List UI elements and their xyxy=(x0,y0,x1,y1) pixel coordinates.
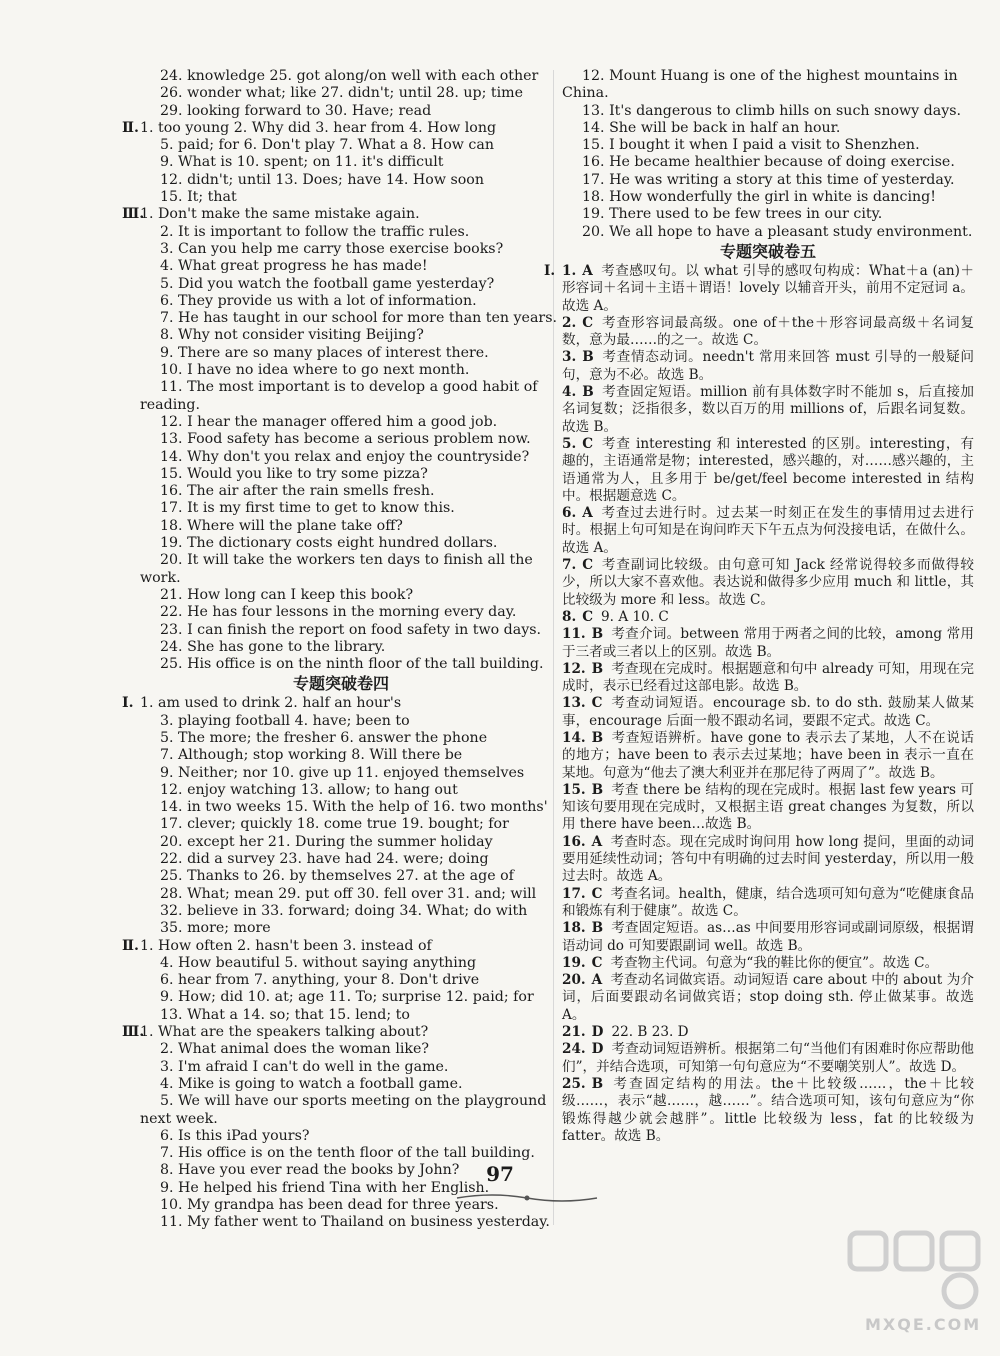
answer-line: 7. His office is on the tenth floor of the tall building. xyxy=(160,1145,535,1162)
answer-line: 13. Food safety has become a serious problem now. xyxy=(160,431,531,448)
answer-line: 10. I have no idea where to go next month. xyxy=(160,362,470,379)
question-number: 14. xyxy=(562,729,586,746)
answer-line: 11. The most important is to develop a good habit of xyxy=(160,379,538,396)
answer-line: 11. My father went to Thailand on business yesterday. xyxy=(160,1214,550,1231)
section-roman-numeral: Ⅱ. xyxy=(122,937,139,954)
explanation-text: 考查动名词做宾语。动词短语 care about 中的 about 为介词，后面要跟动名词做宾语；stop doing sth. 停止做某事。故选 A。 xyxy=(562,972,974,1023)
answer-choice: C xyxy=(582,557,594,574)
answer-line: 15. It; that xyxy=(160,189,237,206)
explanation-item xyxy=(562,626,974,661)
answer-line: 20. except her 21. During the summer holiday xyxy=(160,833,493,850)
question-number: 4. xyxy=(562,384,577,401)
explanation-item xyxy=(562,955,974,972)
explanation-item xyxy=(562,384,974,436)
answer-line: 17. He was writing a story at this time of yesterday. xyxy=(582,171,955,188)
answer-line: 5. Did you watch the football game yesterday? xyxy=(160,275,495,292)
answer-line: 28. What; mean 29. put off 30. fell over 31. and; will xyxy=(160,885,537,902)
explanation-item xyxy=(562,609,974,626)
answer-choice: B xyxy=(582,384,594,401)
answer-line: 17. It is my first time to get to know this. xyxy=(160,500,455,517)
section-4-1-first-line xyxy=(122,695,542,712)
explanation-item xyxy=(562,436,974,505)
answer-line: 16. The air after the rain smells fresh. xyxy=(160,483,435,500)
answer-line: 5. The more; the fresher 6. answer the phone xyxy=(160,729,488,746)
answer-choice: A xyxy=(591,833,603,850)
answer-line: 18. How wonderfully the girl in white is dancing! xyxy=(582,189,936,206)
answer-line: 12. Mount Huang is one of the highest mountains in xyxy=(582,68,958,84)
answer-line: 14. in two weeks 15. With the help of 16. two months' xyxy=(160,799,548,816)
answer-line: 9. Neither; nor 10. give up 11. enjoyed themselves xyxy=(160,764,525,781)
answer-line: China. xyxy=(562,85,609,102)
explanation-text: 考查固定短语。as…as 中间要用形容词或副词原级，根据谓语动词 do 可知要跟副词 well。故选 B。 xyxy=(562,920,974,954)
answer-choice: D xyxy=(591,1041,604,1058)
question-number: 16. xyxy=(562,833,586,850)
question-number: 20. xyxy=(562,972,586,989)
explanation-text: 考查名词。health，健康，结合选项可知句意为“吃健康食品和锻炼有利于健康”。故选 C。 xyxy=(562,885,974,919)
explanation-text: 考查现在完成时。根据题意和句中 already 可知，用现在完成时，表示已经看过这部电影。故选 B。 xyxy=(562,660,974,695)
explanation-item xyxy=(562,505,974,557)
answer-choice: B xyxy=(591,920,604,937)
answer-line: 16. He became healthier because of doing exercise. xyxy=(582,154,955,171)
answer-text: 1. am used to drink 2. half an hour's xyxy=(140,695,402,712)
section-4-2-first-line xyxy=(122,938,542,955)
section-roman-numeral: Ⅲ. xyxy=(122,1024,145,1041)
question-number: 8. xyxy=(562,608,577,625)
answer-line: 6. They provide us with a lot of information. xyxy=(160,292,477,309)
answer-line: 8. Have you ever read the books by John? xyxy=(160,1162,460,1179)
answer-line: 23. I can finish the report on food safety in two days. xyxy=(160,621,541,638)
answer-choice: B xyxy=(582,349,594,366)
answer-choice: A xyxy=(582,262,593,279)
answer-line: 2. It is important to follow the traffic rules. xyxy=(160,223,470,240)
answer-line: 5. paid; for 6. Don't play 7. What a 8. How can xyxy=(160,137,494,154)
answer-choice: C xyxy=(582,435,594,452)
explanation-item xyxy=(562,886,974,921)
answer-line: 9. How; did 10. at; age 11. To; surprise 12. paid; for xyxy=(160,989,534,1006)
question-number: 12. xyxy=(562,660,586,677)
answer-line: 6. hear from 7. anything, your 8. Don't drive xyxy=(160,972,480,989)
question-number: 24. xyxy=(562,1041,586,1058)
question-number: 25. xyxy=(562,1075,586,1092)
question-number: 15. xyxy=(562,781,586,798)
explanation-text: 考查 there be 结构的现在完成时。根据 last few years 可知该句要用现在完成时，又根据主语 great changes 为复数，所以用 there have been…故选 B。 xyxy=(562,781,974,833)
question-number: 13. xyxy=(562,695,586,712)
answer-choice: B xyxy=(591,781,604,798)
answer-line: 22. He has four lessons in the morning every day. xyxy=(160,604,517,621)
answer-line: 4. How beautiful 5. without saying anything xyxy=(160,954,477,971)
question-number: 21. xyxy=(562,1024,586,1041)
explanation-item xyxy=(562,1041,974,1076)
section-roman-numeral: Ⅰ. xyxy=(544,262,556,279)
explanation-text: 考查情态动词。needn't 常用来回答 must 引导的一般疑问句，意为不必。故选 B。 xyxy=(562,349,974,383)
explanation-text: 22. B 23. D xyxy=(611,1024,689,1041)
answer-line: 10. My grandpa has been dead for three years. xyxy=(160,1197,499,1213)
explanation-text: 考查形容词最高级。one of＋the＋形容词最高级＋名词复数，意为最……的之一。故选 C。 xyxy=(562,314,974,349)
answer-line: 7. He has taught in our school for more than ten years. xyxy=(160,310,557,327)
section-2-first-line xyxy=(122,120,542,137)
explanation-item xyxy=(562,1024,974,1041)
answer-line: reading. xyxy=(140,396,200,413)
answer-choice: C xyxy=(591,954,603,971)
section-roman-numeral: Ⅲ. xyxy=(122,206,145,223)
explanation-item xyxy=(562,834,974,886)
explanation-text: 考查时态。现在完成时询问用 how long 提问，里面的动词要用延续性动词；答句中有明确的过去时间 yesterday，所以用一般过去时。故选 A。 xyxy=(562,833,974,885)
explanation-text: 考查物主代词。句意为“我的鞋比你的便宜”。故选 C。 xyxy=(610,954,939,971)
explanation-text: 9. A 10. C xyxy=(601,608,669,625)
answer-line: next week. xyxy=(140,1110,218,1127)
answer-line: 24. knowledge 25. got along/on well with each other xyxy=(160,68,539,84)
answer-line: 21. How long can I keep this book? xyxy=(160,586,414,603)
answer-choice: B xyxy=(591,660,604,677)
explanation-item xyxy=(562,661,974,696)
question-number: 17. xyxy=(562,885,586,902)
answer-line: 19. There used to be few trees in our city. xyxy=(582,206,883,223)
question-number: 19. xyxy=(562,954,586,971)
answer-choice: D xyxy=(591,1024,604,1041)
answer-line: 6. Is this iPad yours? xyxy=(160,1127,310,1144)
section-heading: 专题突破卷四 xyxy=(292,674,389,694)
answer-line: 12. I hear the manager offered him a good job. xyxy=(160,413,498,430)
answer-line: 26. wonder what; like 27. didn't; until 28. up; time xyxy=(160,85,524,102)
explanation-text: 考查感叹句。以 what 引导的感叹句构成：What＋a (an)＋形容词＋名词＋主语＋谓语！lovely 以辅音开头，前用不定冠词 a。故选 A。 xyxy=(562,262,974,314)
answer-choice: B xyxy=(591,626,604,643)
answer-text: 1. Don't make the same mistake again. xyxy=(140,206,420,223)
question-number: 2. xyxy=(562,314,577,331)
question-number: 6. xyxy=(562,505,577,522)
right-column xyxy=(544,68,974,1145)
section-3-first-line xyxy=(122,206,542,223)
question-number: 1. xyxy=(562,262,577,279)
answer-line: 25. His office is on the ninth floor of the tall building. xyxy=(160,656,544,673)
answer-text: 1. too young 2. Why did 3. hear from 4. How long xyxy=(140,119,497,136)
explanation-text: 考查 interesting 和 interested 的区别。interesting，有趣的，主语通常是物；interested，感兴趣的，对……感兴趣的，主语通常为人，且多用于 be/get/feel become interested in 结构中。根据题意选 C。 xyxy=(562,435,974,504)
explanation-text: 考查动词短语。encourage sb. to do sth. 鼓励某人做某事，encourage 后面一般不跟动名词，要跟不定式。故选 C。 xyxy=(562,695,974,729)
explanation-text: 考查动词短语辨析。根据第二句“当他们有困难时你应帮助他们”，并结合选项，可知第一句句意应为“不要嘲笑别人”。故选 D。 xyxy=(562,1041,974,1075)
column-divider xyxy=(553,70,554,1225)
page-number: 97 xyxy=(486,1162,514,1186)
answer-choice: C xyxy=(582,608,594,625)
answer-line: 7. Although; stop working 8. Will there be xyxy=(160,747,463,764)
answer-line: 2. What animal does the woman like? xyxy=(160,1041,430,1058)
answer-choice: C xyxy=(591,695,603,712)
answer-line: 22. did a survey 23. have had 24. were; doing xyxy=(160,851,489,868)
explanation-item xyxy=(562,557,974,609)
answer-line: 18. Where will the plane take off? xyxy=(160,517,403,534)
explanation-item xyxy=(562,315,974,350)
footer-ornament-icon xyxy=(452,1192,602,1204)
answer-line: 8. Why not consider visiting Beijing? xyxy=(160,327,424,344)
answer-line: work. xyxy=(140,569,181,586)
section-4-3-first-line xyxy=(122,1024,542,1041)
explanation-text: 考查短语辨析。have gone to 表示去了某地，人不在说话的地方；have been to 表示去过某地；have been in 表示一直在某地。句意为“他去了澳大利亚并在那尼待了两周了”。故选 B。 xyxy=(562,729,974,781)
answer-line: 13. What a 14. so; that 15. lend; to xyxy=(160,1006,410,1023)
answer-line: 9. He helped his friend Tina with her English. xyxy=(160,1179,490,1196)
answer-line: 3. Can you help me carry those exercise books? xyxy=(160,240,504,257)
answer-line: 15. I bought it when I paid a visit to Shenzhen. xyxy=(582,137,920,154)
explanation-text: 考查副词比较级。由句意可知 Jack 经常说得较多而做得较少，所以大家不喜欢他。表达说和做得多少应用 much 和 little，其比较级为 more 和 less。故选 C。 xyxy=(562,557,974,608)
answer-line: 14. She will be back in half an hour. xyxy=(582,119,841,136)
explanation-item xyxy=(562,349,974,384)
answer-line: 13. It's dangerous to climb hills on such snowy days. xyxy=(582,102,962,119)
question-number: 18. xyxy=(562,920,586,937)
answer-line: 4. Mike is going to watch a football game. xyxy=(160,1075,463,1092)
explanation-item xyxy=(562,1076,974,1145)
explanation-text: 考查介词。between 常用于两者之间的比较，among 常用于三者或三者以上的区别。故选 B。 xyxy=(562,626,974,660)
answer-choice: B xyxy=(591,729,604,746)
answer-choice: C xyxy=(582,314,594,331)
answer-line: 9. There are so many places of interest there. xyxy=(160,344,489,361)
answer-line: 14. Why don't you relax and enjoy the countryside? xyxy=(160,448,530,465)
answer-line: 35. more; more xyxy=(160,920,271,937)
explanation-text: 考查过去进行时。过去某一时刻正在发生的事情用过去进行时。根据上句可知是在询问昨天下午五点为何没接电话，在做什么。故选 A。 xyxy=(562,505,974,556)
answer-text: 1. How often 2. hasn't been 3. instead of xyxy=(140,937,432,954)
answer-line: 3. playing football 4. have; been to xyxy=(160,712,410,729)
answer-line: 20. It will take the workers ten days to finish all the xyxy=(160,552,533,569)
answer-choice: A xyxy=(582,505,593,522)
explanation-item xyxy=(562,782,974,834)
section-roman-numeral: Ⅱ. xyxy=(122,119,139,136)
explanation-item xyxy=(562,695,974,730)
answer-line: 32. believe in 33. forward; doing 34. What; do with xyxy=(160,902,528,919)
answer-choice: A xyxy=(591,972,603,989)
answer-line: 12. didn't; until 13. Does; have 14. How soon xyxy=(160,171,484,188)
answer-line: 24. She has gone to the library. xyxy=(160,638,386,655)
question-number: 3. xyxy=(562,349,577,366)
explanation-item xyxy=(562,920,974,955)
answer-line: 20. We all hope to have a pleasant study environment. xyxy=(582,223,973,240)
answer-line: 17. clever; quickly 18. come true 19. bought; for xyxy=(160,816,509,833)
watermark-text: MXQE.COM xyxy=(865,1315,982,1334)
section-roman-numeral: Ⅰ. xyxy=(122,695,134,712)
explanation-item xyxy=(562,972,974,1024)
answer-choice: C xyxy=(591,885,603,902)
explanation-item xyxy=(562,730,974,782)
answer-line: 19. The dictionary costs eight hundred dollars. xyxy=(160,535,498,552)
answer-line: 4. What great progress he has made! xyxy=(160,258,428,275)
answer-line: 3. I'm afraid I can't do well in the game. xyxy=(160,1058,449,1075)
answer-text: 1. What are the speakers talking about? xyxy=(140,1024,429,1041)
answer-line: 5. We will have our sports meeting on the playground xyxy=(160,1093,547,1110)
answer-line: 9. What is 10. spent; on 11. it's difficult xyxy=(160,154,444,171)
explanation-item xyxy=(544,262,974,315)
explanation-text: 考查固定短语。million 前有具体数字时不能加 s，后直接加名词复数；泛指很多，数以百万的用 millions of，后跟名词复数。故选 B。 xyxy=(562,384,974,435)
explanation-text: 考查固定结构的用法。the＋比较级……，the＋比较级……，表示“越……，越……”。结合选项可知，该句句意应为“你锻炼得越少就会越胖”。little 比较级为 less，fat 的比较级为 fatter。故选 B。 xyxy=(562,1075,974,1144)
answer-choice: B xyxy=(591,1075,604,1092)
answer-line: 25. Thanks to 26. by themselves 27. at the age of xyxy=(160,868,514,885)
section-heading: 专题突破卷五 xyxy=(719,241,816,261)
answer-line: 15. Would you like to try some pizza? xyxy=(160,465,428,482)
answer-line: 29. looking forward to 30. Have; read xyxy=(160,102,432,119)
question-number: 7. xyxy=(562,557,577,574)
question-number: 11. xyxy=(562,626,586,643)
answer-line: 12. enjoy watching 13. allow; to hang out xyxy=(160,781,458,798)
question-number: 5. xyxy=(562,435,577,452)
left-column xyxy=(122,68,557,1232)
